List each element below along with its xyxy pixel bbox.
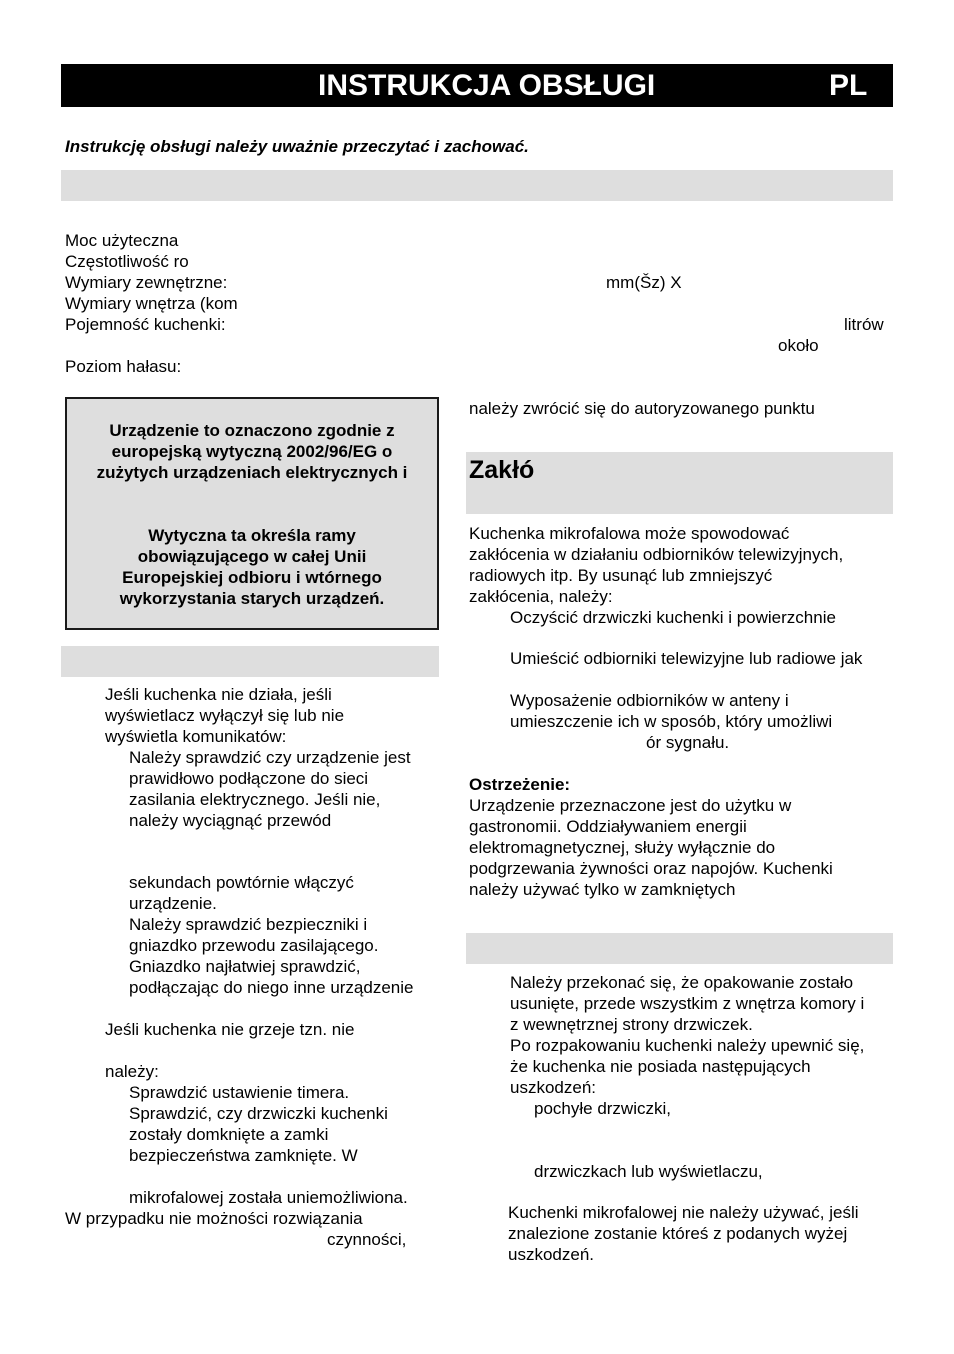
spec-capacity: Pojemność kuchenki:: [65, 315, 226, 334]
text-line: gastronomii. Oddziaływaniem energii: [469, 817, 747, 836]
weee-line: Europejskiej odbioru i wtórnego: [122, 568, 382, 587]
text-line: bezpieczeństwa zamknięte. W: [129, 1146, 358, 1165]
text-line: usunięte, przede wszystkim z wnętrza komory i: [510, 994, 865, 1013]
weee-line: europejską wytyczną 2002/96/EG o: [111, 442, 393, 461]
troubleshoot-unresolved: W przypadku nie możności rozwiązania: [65, 1209, 363, 1228]
interference-intro: [469, 523, 843, 607]
text-line: Sprawdzić ustawienie timera.: [129, 1083, 350, 1102]
text-line: elektromagnetycznej, służy wyłącznie do: [469, 838, 776, 857]
spec-capacity-unit: litrów: [844, 315, 884, 334]
text-line: Należy przekonać się, że opakowanie zostało: [510, 973, 854, 992]
text-line: Urządzenie przeznaczone jest do użytku w: [469, 796, 792, 815]
spec-outer-dims: Wymiary zewnętrzne:: [65, 273, 228, 292]
text-line: zakłócenia, należy:: [469, 587, 613, 606]
text-line: zostały domknięte a zamki: [129, 1125, 329, 1144]
spec-inner-dims: Wymiary wnętrza (kom: [65, 294, 238, 313]
troubleshoot-no-heat-steps: [129, 1082, 388, 1166]
text-line: Sprawdzić, czy drzwiczki kuchenki: [129, 1104, 388, 1123]
interference-step-relocate: Umieścić odbiorniki telewizyjne lub radiowe jak: [510, 649, 863, 668]
text-line: gniazdko przewodu zasilającego.: [129, 936, 379, 955]
intro-note: Instrukcję obsługi należy uważnie przeczytać i zachować.: [65, 137, 529, 156]
text-line: sekundach powtórnie włączyć: [129, 873, 354, 892]
text-line: Jeśli kuchenka nie działa, jeśli: [105, 685, 332, 704]
text-line: Kuchenki mikrofalowej nie należy używać, jeśli: [508, 1203, 859, 1222]
interference-step-clean: Oczyścić drzwiczki kuchenki i powierzchnie: [510, 608, 836, 627]
text-line: Należy sprawdzić czy urządzenie jest: [129, 748, 411, 767]
warning-text: [469, 795, 833, 900]
text-line: należy wyciągnąć przewód: [129, 811, 332, 830]
spec-power: Moc użyteczna: [65, 231, 179, 250]
troubleshoot-check-connection: [129, 747, 411, 831]
text-line: Wyposażenie odbiorników w anteny i: [510, 691, 789, 710]
text-line: podgrzewania żywności oraz napojów. Kuchenki: [469, 859, 833, 878]
weee-paragraph-1: [67, 420, 437, 483]
page-title: INSTRUKCJA OBSŁUGI: [318, 69, 656, 102]
text-line: urządzenie.: [129, 894, 217, 913]
text-line: podłączając do niego inne urządzenie: [129, 978, 414, 997]
damage-final-warning: [508, 1202, 859, 1265]
weee-line: zużytych urządzeniach elektrycznych i: [96, 463, 408, 482]
weee-line: Urządzenie to oznaczono zgodnie z: [109, 421, 395, 440]
text-line: że kuchenka nie posiada następujących: [510, 1057, 811, 1076]
language-code: PL: [829, 69, 868, 102]
page-header: [61, 64, 893, 107]
text-line: Kuchenka mikrofalowa może spowodować: [469, 524, 790, 543]
spec-noise: Poziom hałasu:: [65, 357, 182, 376]
text-line: prawidłowo podłączone do sieci: [129, 769, 369, 788]
text-line: uszkodzeń.: [508, 1245, 594, 1264]
section-band-interference: [466, 452, 893, 514]
troubleshoot-microwave-blocked: mikrofalowej została uniemożliwiona.: [129, 1188, 408, 1207]
section-band-specs: [61, 170, 893, 201]
troubleshoot-actions: czynności,: [327, 1230, 407, 1249]
troubleshoot-no-power: [105, 684, 344, 747]
troubleshoot-no-heat: Jeśli kuchenka nie grzeje tzn. nie: [105, 1020, 355, 1039]
text-line: zasilania elektrycznego. Jeśli nie,: [129, 790, 381, 809]
unpacking-instructions: [510, 972, 864, 1098]
section-band-unpacking: [466, 933, 893, 964]
spec-frequency: Częstotliwość ro: [65, 252, 189, 271]
troubleshoot-no-heat-action: należy:: [105, 1062, 159, 1081]
text-line: radiowych itp. By usunąć lub zmniejszyć: [469, 566, 773, 585]
weee-line: Wytyczna ta określa ramy: [148, 526, 356, 545]
text-line: znalezione zostanie któreś z podanych wyżej: [508, 1224, 848, 1243]
text-line: Po rozpakowaniu kuchenki należy upewnić się,: [510, 1036, 865, 1055]
damage-item-door: pochyłe drzwiczki,: [534, 1099, 671, 1118]
spec-approx: około: [778, 336, 819, 355]
text-line: należy używać tylko w zamkniętych: [469, 880, 736, 899]
text-line: uszkodzeń:: [510, 1078, 596, 1097]
warning-label: Ostrzeżenie:: [469, 775, 571, 794]
text-line: umieszczenie ich w sposób, który umożliwi: [510, 712, 833, 731]
text-line: Gniazdko najłatwiej sprawdzić,: [129, 957, 361, 976]
service-contact-line: należy zwrócić się do autoryzowanego punktu: [469, 399, 815, 418]
weee-paragraph-2: [67, 525, 437, 609]
damage-item-display: drzwiczkach lub wyświetlaczu,: [534, 1162, 763, 1181]
text-line: zakłócenia w działaniu odbiorników telewizyjnych,: [469, 545, 844, 564]
text-line: Należy sprawdzić bezpieczniki i: [129, 915, 368, 934]
section-heading: Zakłó: [469, 456, 535, 484]
weee-line: obowiązującego w całej Unii: [137, 547, 367, 566]
interference-step-antenna: [510, 690, 832, 753]
troubleshoot-check-fuses: [129, 872, 413, 998]
spec-outer-dims-value: mm(Šz) X: [606, 273, 682, 292]
text-line: z wewnętrznej strony drzwiczek.: [510, 1015, 753, 1034]
text-line: wyświetlacz wyłączył się lub nie: [105, 706, 345, 725]
text-line: wyświetla komunikatów:: [105, 727, 287, 746]
weee-notice-box: [65, 397, 439, 630]
section-band-troubleshooting: [61, 646, 439, 677]
text-line: ór sygnału.: [646, 733, 730, 752]
weee-line: wykorzystania starych urządzeń.: [119, 589, 385, 608]
